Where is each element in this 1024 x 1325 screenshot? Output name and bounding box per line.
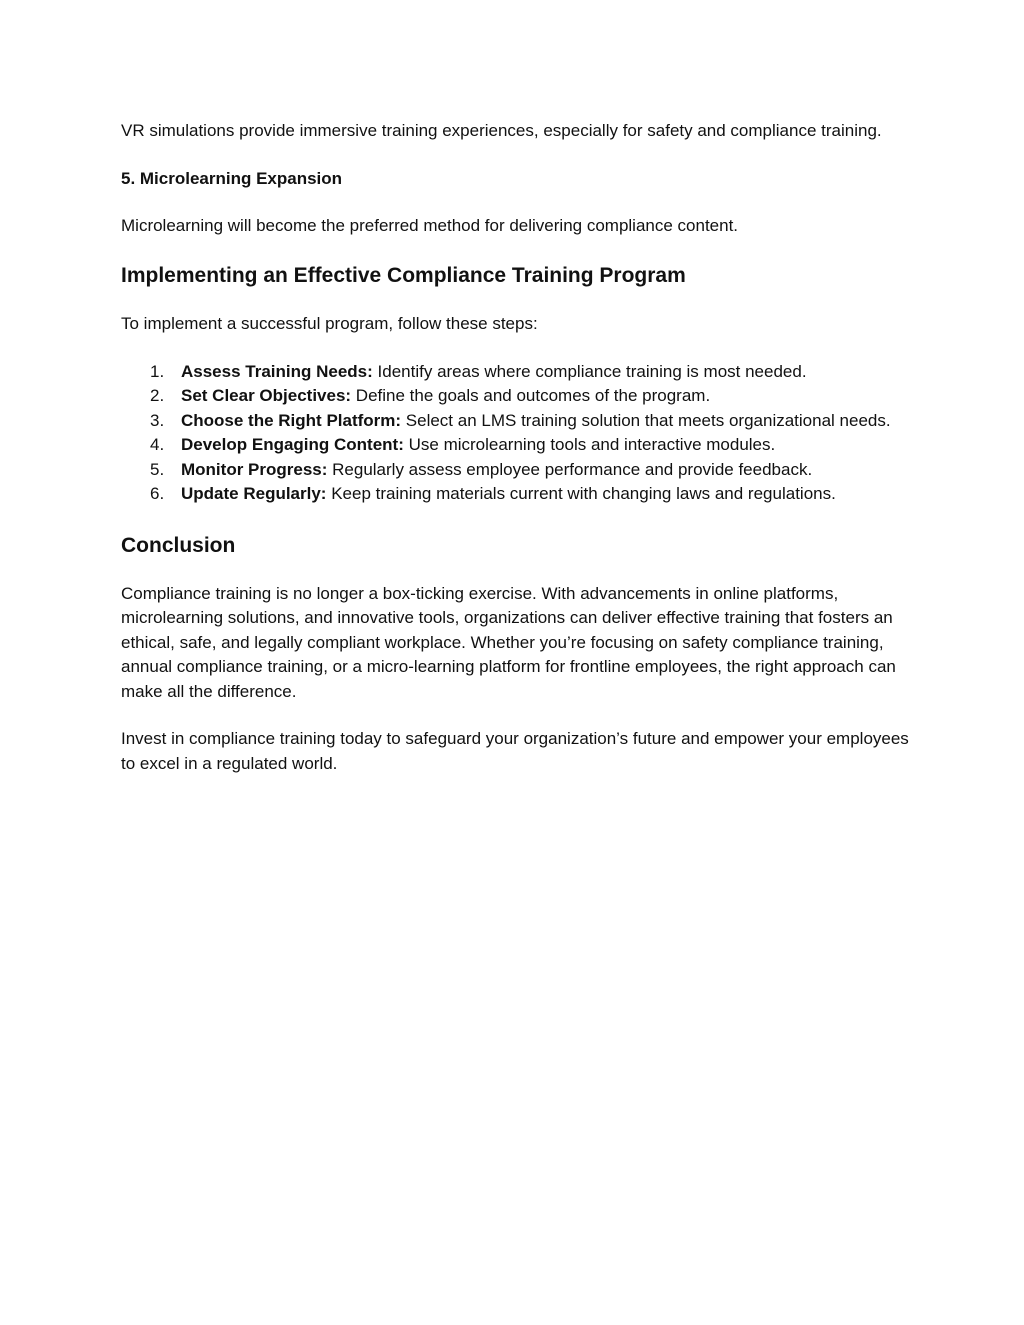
intro-paragraph: VR simulations provide immersive training experiences, especially for safety and compliance training. xyxy=(121,121,882,140)
list-item-text: Regularly assess employee performance and provide feedback. xyxy=(327,459,813,479)
list-item-text: Select an LMS training solution that meets organizational needs. xyxy=(401,410,891,430)
list-item-title: Set Clear Objectives: xyxy=(181,386,352,405)
list-item-title: Monitor Progress: xyxy=(181,459,328,479)
list-item-number: 1. xyxy=(150,361,165,381)
list-item-title: Develop Engaging Content: xyxy=(181,435,404,454)
document-page xyxy=(121,119,911,776)
list-item-number: 5. xyxy=(150,459,165,479)
list-item xyxy=(121,360,911,385)
list-item-number: 2. xyxy=(150,386,165,405)
conclusion-heading: Conclusion xyxy=(121,533,236,557)
list-item-text: Identify areas where compliance training is most needed. xyxy=(372,361,807,381)
list-item-number: 3. xyxy=(150,410,165,430)
list-item xyxy=(121,409,911,434)
conclusion-paragraph-1: Compliance training is no longer a box-ticking exercise. With advancements in online platforms, microlearning solutions, and innovative tools, organizations can deliver effective training that fosters an ethical, safe, and legally compliant workplace. Whether you’re focusing on safety compliance training, annual compliance training, or a micro-learning platform for frontline employees, the right approach can make all the difference. xyxy=(121,583,896,701)
list-item-text: Use microlearning tools and interactive modules. xyxy=(403,435,776,454)
list-item-title: Update Regularly: xyxy=(181,484,327,503)
list-item-text: Define the goals and outcomes of the program. xyxy=(351,386,711,405)
steps-list xyxy=(121,360,911,507)
list-item-number: 6. xyxy=(150,484,165,503)
implementation-heading: Implementing an Effective Compliance Training Program xyxy=(121,264,686,287)
list-item-title: Assess Training Needs: xyxy=(181,361,373,381)
list-item xyxy=(121,433,911,458)
microlearning-paragraph: Microlearning will become the preferred method for delivering compliance content. xyxy=(121,215,739,235)
implementation-intro: To implement a successful program, follow these steps: xyxy=(121,314,538,333)
list-item-text: Keep training materials current with changing laws and regulations. xyxy=(326,484,836,503)
list-item xyxy=(121,384,911,409)
list-item-number: 4. xyxy=(150,435,165,454)
conclusion-paragraph-2: Invest in compliance training today to safeguard your organization’s future and empower your employees to excel in a regulated world. xyxy=(121,729,909,773)
list-item xyxy=(121,482,911,507)
list-item xyxy=(121,458,911,483)
microlearning-heading: 5. Microlearning Expansion xyxy=(121,168,343,188)
list-item-title: Choose the Right Platform: xyxy=(181,410,402,430)
